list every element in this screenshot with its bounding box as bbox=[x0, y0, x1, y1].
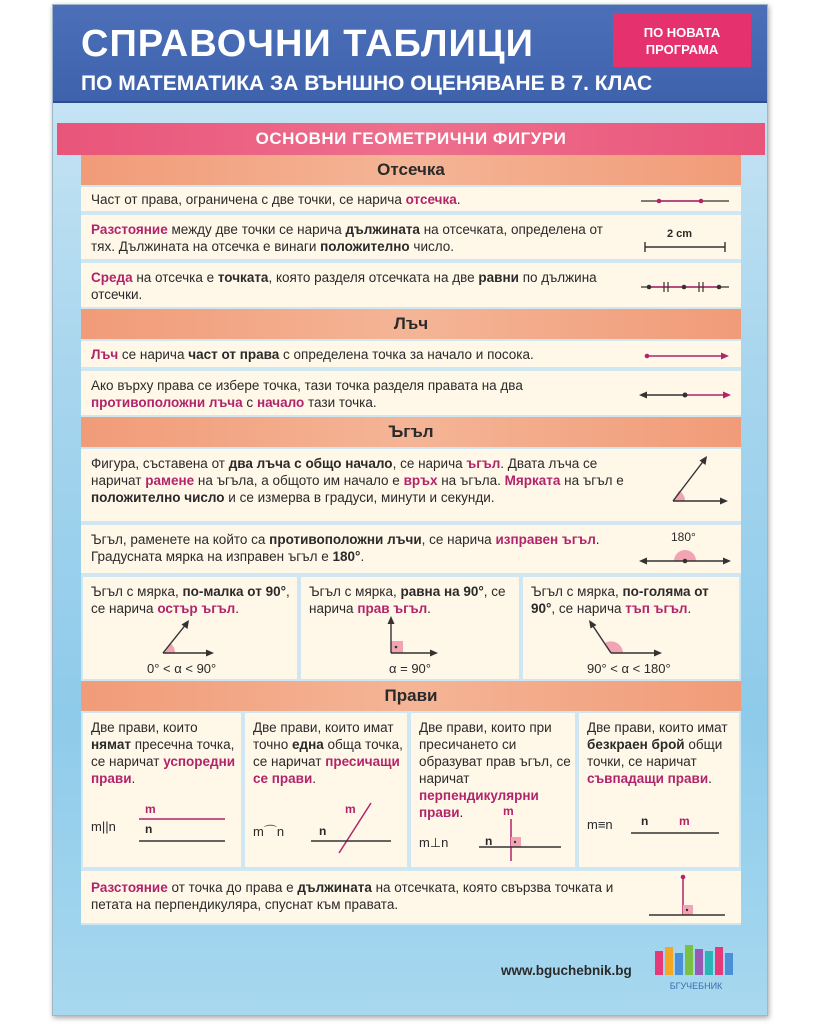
text: . bbox=[456, 192, 461, 207]
category-angle: Ъгъл bbox=[81, 417, 741, 447]
right-angle-formula: α = 90° bbox=[389, 661, 431, 676]
line-n-label: n bbox=[485, 834, 493, 848]
bguchebnik-logo bbox=[651, 939, 741, 999]
perpendicular-lines-figure bbox=[411, 801, 579, 865]
text: от точка до права е bbox=[167, 880, 298, 895]
bold-text: положително число bbox=[91, 490, 225, 505]
straight-angle-figure bbox=[635, 525, 735, 577]
page-title: СПРАВОЧНИ ТАБЛИЦИ bbox=[81, 23, 534, 65]
segment-midpoint-figure bbox=[635, 263, 735, 311]
page-subtitle: ПО МАТЕМАТИКА ЗА ВЪНШНО ОЦЕНЯВАНЕ В 7. КЛАС bbox=[81, 72, 653, 95]
text: , се нарича bbox=[421, 532, 496, 547]
text: . bbox=[360, 549, 365, 564]
keyword: перпендикулярни прави bbox=[419, 788, 539, 820]
text: , която разделя отсечката на две bbox=[268, 270, 479, 285]
bold-text: по-голяма от 90° bbox=[531, 584, 709, 616]
keyword: рамене bbox=[145, 473, 195, 488]
right-angle-cell bbox=[299, 575, 521, 681]
bold-text: дължината bbox=[297, 880, 372, 895]
bold-text: противоположни лъчи bbox=[269, 532, 422, 547]
coincident-lines-cell bbox=[577, 711, 741, 869]
text: се нарича bbox=[118, 347, 189, 362]
straight-angle-row bbox=[81, 523, 741, 575]
perpendicular-lines-cell bbox=[409, 711, 577, 869]
poster bbox=[52, 4, 768, 1016]
text: между две точки се нарича bbox=[167, 222, 346, 237]
keyword: начало bbox=[256, 395, 305, 410]
text: Две прави, които при пресичането си образуват прав ъгъл, се наричат bbox=[419, 720, 571, 786]
text: число. bbox=[409, 239, 455, 254]
keyword: отсечка bbox=[405, 192, 457, 207]
right-angle-text bbox=[309, 583, 513, 617]
content-panel bbox=[81, 155, 741, 925]
text: общи точки, се наричат bbox=[587, 737, 723, 769]
text: Ъгъл с мярка, bbox=[531, 584, 623, 599]
text: . bbox=[708, 771, 712, 786]
obtuse-angle-cell bbox=[521, 575, 741, 681]
bold-text: равни bbox=[478, 270, 519, 285]
website-link[interactable]: www.bguchebnik.bg bbox=[501, 963, 632, 978]
text: на ъгъла, а общото им начало е bbox=[194, 473, 404, 488]
parallel-lines-text bbox=[91, 719, 239, 787]
bold-text: дължината bbox=[345, 222, 420, 237]
keyword: Мярката bbox=[504, 473, 561, 488]
category-segment: Отсечка bbox=[81, 155, 741, 185]
text: . bbox=[687, 601, 692, 616]
opposite-rays-figure bbox=[635, 371, 735, 419]
line-m-label: m bbox=[345, 802, 356, 816]
line-n-label: n bbox=[145, 822, 153, 836]
keyword: Среда bbox=[91, 270, 133, 285]
keyword: Разстояние bbox=[91, 222, 168, 237]
line-n-label: n bbox=[641, 814, 649, 828]
ray-definition-text bbox=[91, 346, 611, 363]
segment-figure bbox=[635, 187, 735, 215]
opposite-rays-row bbox=[81, 369, 741, 417]
text: , се нарича bbox=[309, 584, 506, 616]
text: . bbox=[235, 601, 240, 616]
opposite-rays-text bbox=[91, 377, 611, 411]
section-title: ОСНОВНИ ГЕОМЕТРИЧНИ ФИГУРИ bbox=[57, 123, 765, 155]
acute-angle-figure bbox=[83, 617, 301, 661]
segment-definition-row bbox=[81, 185, 741, 213]
text: на ъгъла. bbox=[437, 473, 505, 488]
keyword: съвпадащи прави bbox=[587, 771, 709, 786]
bold-text: равна на 90° bbox=[400, 584, 484, 599]
intersecting-lines-cell bbox=[243, 711, 409, 869]
acute-angle-formula: 0° < α < 90° bbox=[147, 661, 217, 676]
text: . bbox=[131, 771, 136, 786]
category-lines: Прави bbox=[81, 681, 741, 711]
bold-text: безкраен брой bbox=[587, 737, 685, 752]
bold-text: два лъча с общо начало bbox=[228, 456, 393, 471]
line-m-label: m bbox=[503, 804, 514, 818]
text: Две прави, които имат bbox=[587, 720, 728, 735]
text: обща точка, се наричат bbox=[253, 737, 403, 769]
text: на отсечката, която свързва точката и петата на перпендикуляра, спуснат към правата. bbox=[91, 880, 614, 912]
logo-text: БГУЧЕБНИК bbox=[669, 981, 723, 991]
angle-definition-row bbox=[81, 447, 741, 523]
keyword: изправен ъгъл bbox=[495, 532, 596, 547]
segment-midpoint-row bbox=[81, 261, 741, 309]
keyword: успоредни прави bbox=[91, 754, 236, 786]
text: Две прави, които bbox=[91, 720, 198, 735]
text: Две прави, които имат точно bbox=[253, 720, 394, 752]
text: с bbox=[242, 395, 257, 410]
line-m-label: m bbox=[679, 814, 690, 828]
obtuse-angle-figure bbox=[523, 617, 743, 661]
bold-text: част от права bbox=[188, 347, 280, 362]
keyword: ъгъл bbox=[466, 456, 501, 471]
text: пресечна точка, се наричат bbox=[91, 737, 235, 769]
obtuse-angle-text bbox=[531, 583, 735, 617]
bold-text: 180° bbox=[332, 549, 361, 564]
keyword: Лъч bbox=[91, 347, 119, 362]
header bbox=[53, 5, 768, 103]
keyword: Разстояние bbox=[91, 880, 168, 895]
intersecting-lines-figure bbox=[245, 799, 411, 857]
coincident-lines-figure bbox=[579, 811, 743, 847]
coincident-symbol: m≡n bbox=[587, 817, 613, 832]
keyword: противоположни лъча bbox=[91, 395, 243, 410]
text: Фигура, съставена от bbox=[91, 456, 229, 471]
text: . Двата лъча се наричат bbox=[91, 456, 598, 488]
badge-line-2: ПРОГРАМА bbox=[645, 42, 719, 57]
obtuse-angle-formula: 90° < α < 180° bbox=[587, 661, 671, 676]
bold-text: положително bbox=[320, 239, 410, 254]
segment-midpoint-text bbox=[91, 269, 611, 303]
text: и се измерва в градуси, минути и секунди. bbox=[224, 490, 495, 505]
text: , се нарича bbox=[91, 584, 290, 616]
segment-length-text bbox=[91, 221, 611, 255]
keyword: прав ъгъл bbox=[357, 601, 428, 616]
text: . bbox=[459, 805, 464, 820]
acute-angle-cell bbox=[81, 575, 299, 681]
bold-text: по-малка от 90° bbox=[182, 584, 286, 599]
keyword: връх bbox=[403, 473, 438, 488]
ray-figure bbox=[635, 341, 735, 371]
straight-angle-label: 180° bbox=[671, 530, 696, 544]
parallel-symbol: m||n bbox=[91, 819, 116, 834]
text: . Градусната мярка на изправен ъгъл е bbox=[91, 532, 600, 564]
intersecting-symbol: m⌒n bbox=[253, 824, 285, 839]
text: . bbox=[427, 601, 431, 616]
ray-definition-row bbox=[81, 339, 741, 369]
text: Част от права, ограничена с две точки, се нарича bbox=[91, 192, 406, 207]
keyword: пресичащи се прави bbox=[253, 754, 400, 786]
point-line-distance-figure bbox=[635, 871, 735, 927]
keyword: тъп ъгъл bbox=[625, 601, 688, 616]
text: Ъгъл с мярка, bbox=[309, 584, 401, 599]
segment-length-label: 2 cm bbox=[667, 228, 693, 240]
acute-angle-text bbox=[91, 583, 291, 617]
keyword: остър ъгъл bbox=[157, 601, 236, 616]
right-angle-figure bbox=[301, 613, 523, 661]
angle-definition-text bbox=[91, 455, 631, 506]
intersecting-lines-text bbox=[253, 719, 403, 787]
text: с определена точка за начало и посока. bbox=[279, 347, 534, 362]
segment-definition-text bbox=[91, 191, 611, 208]
segment-length-row bbox=[81, 213, 741, 261]
text: . bbox=[312, 771, 317, 786]
text: по дължина отсечки. bbox=[91, 270, 597, 302]
coincident-lines-text bbox=[587, 719, 737, 787]
parallel-lines-cell bbox=[81, 711, 243, 869]
line-m-label: m bbox=[145, 803, 156, 816]
point-line-distance-row bbox=[81, 869, 741, 925]
text: , се нарича bbox=[392, 456, 467, 471]
perpendicular-symbol: m⊥n bbox=[419, 835, 449, 850]
new-program-badge bbox=[613, 13, 751, 67]
text: Ъгъл, раменете на който са bbox=[91, 532, 270, 547]
text: на отсечката, определена от тях. Дължината на отсечка е винаги bbox=[91, 222, 603, 254]
category-ray: Лъч bbox=[81, 309, 741, 339]
badge-line-1: ПО НОВАТА bbox=[643, 25, 721, 40]
text: Ако върху права се избере точка, тази точка разделя правата на два bbox=[91, 378, 523, 393]
text: на отсечка е bbox=[132, 270, 218, 285]
point-line-distance-text bbox=[91, 879, 621, 913]
text: , се нарича bbox=[551, 601, 626, 616]
straight-angle-text bbox=[91, 531, 611, 565]
text: тази точка. bbox=[304, 395, 377, 410]
angle-figure bbox=[635, 449, 735, 525]
line-n-label: n bbox=[319, 824, 327, 838]
text: Ъгъл с мярка, bbox=[91, 584, 183, 599]
text: на ъгъл е bbox=[560, 473, 624, 488]
parallel-lines-figure bbox=[83, 803, 245, 853]
segment-length-figure bbox=[635, 215, 735, 263]
bold-text: една bbox=[292, 737, 324, 752]
bold-text: точката bbox=[217, 270, 269, 285]
bold-text: нямат bbox=[91, 737, 131, 752]
